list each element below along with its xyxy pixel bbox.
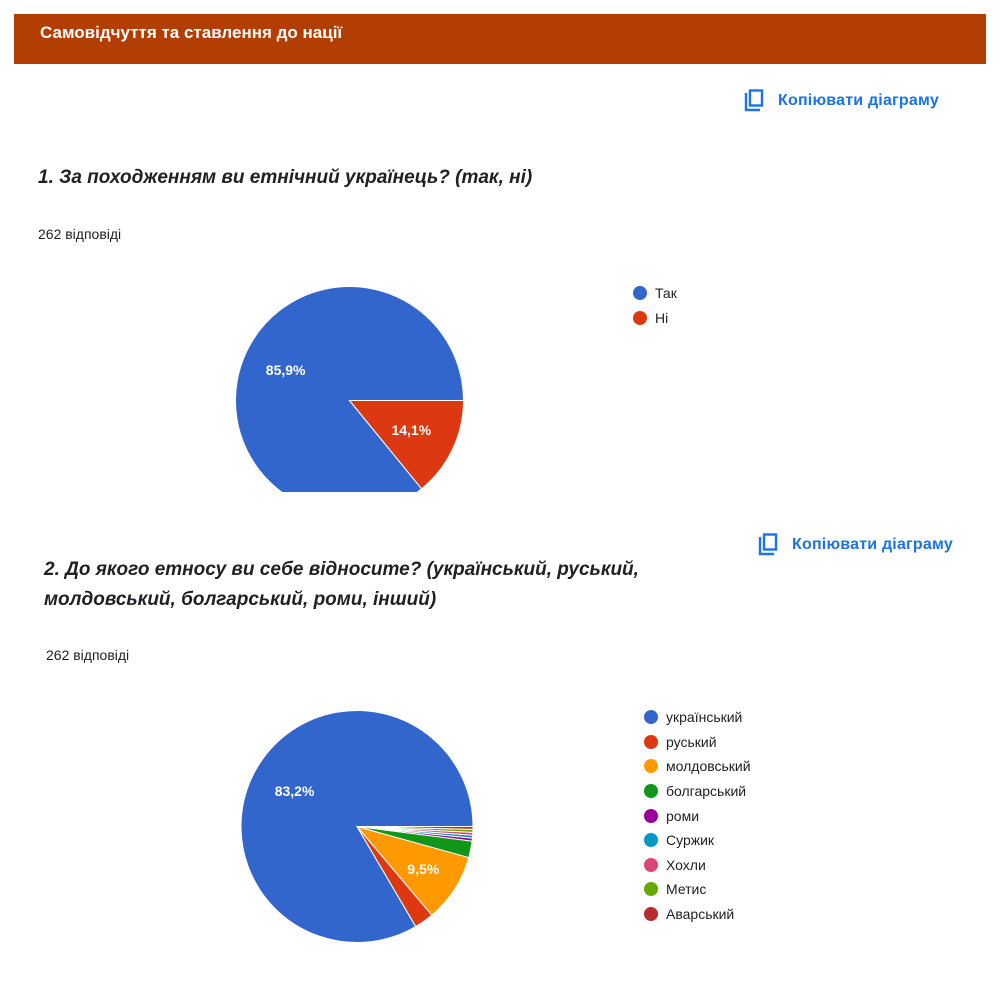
pie-chart <box>220 690 500 960</box>
legend-item <box>644 779 751 804</box>
copy-chart-button[interactable] <box>742 89 939 113</box>
legend-label: Так <box>655 285 677 302</box>
legend-item <box>644 705 751 730</box>
legend-label: Ні <box>655 309 669 326</box>
response-count: 262 відповіді <box>38 226 122 242</box>
legend-dot <box>644 710 658 724</box>
question-title: 1. За походженням ви етнічний українець? (так, ні) <box>38 167 533 188</box>
section-title: Самовідчуття та ставлення до нації <box>40 23 343 42</box>
legend-item <box>644 803 751 828</box>
legend-dot <box>633 286 647 300</box>
legend-dot <box>644 858 658 872</box>
copy-icon <box>756 533 780 557</box>
legend-dot <box>644 833 658 847</box>
legend-item <box>644 754 751 779</box>
legend-label: Хохли <box>666 856 706 873</box>
legend-item <box>644 902 751 927</box>
legend-item <box>633 281 677 306</box>
question-title <box>44 555 639 615</box>
legend-label: Суржик <box>666 832 715 849</box>
legend-dot <box>644 784 658 798</box>
response-count: 262 відповіді <box>46 647 130 663</box>
legend-label: Метис <box>666 881 707 898</box>
slice-label: 14,1% <box>391 421 432 438</box>
chart-legend <box>644 705 751 926</box>
legend-label: болгарський <box>666 783 747 800</box>
question-title-line: молдовський, болгарський, роми, інший) <box>44 589 437 610</box>
copy-icon <box>742 89 766 113</box>
legend-dot <box>644 882 658 896</box>
legend-item <box>644 853 751 878</box>
copy-chart-label: Копіювати діаграму <box>778 92 939 109</box>
legend-dot <box>644 759 658 773</box>
legend-dot <box>644 907 658 921</box>
legend-item <box>633 306 677 331</box>
section-header <box>14 14 986 64</box>
legend-item <box>644 730 751 755</box>
copy-chart-label: Копіювати діаграму <box>792 536 953 553</box>
chart-legend <box>633 281 677 330</box>
copy-chart-button[interactable] <box>756 533 953 557</box>
legend-dot <box>644 809 658 823</box>
legend-label: роми <box>666 807 700 824</box>
legend-item <box>644 828 751 853</box>
legend-dot <box>633 311 647 325</box>
slice-label: 83,2% <box>274 782 315 799</box>
legend-label: молдовський <box>666 758 751 775</box>
slice-label: 9,5% <box>407 861 440 878</box>
legend-item <box>644 877 751 902</box>
pie-chart <box>200 270 500 492</box>
legend-label: Аварський <box>666 906 735 923</box>
question-title-line: 2. До якого етносу ви себе відносите? (український, руський, <box>44 559 639 580</box>
slice-label: 85,9% <box>265 362 306 379</box>
legend-label: руський <box>666 733 717 750</box>
legend-dot <box>644 735 658 749</box>
legend-label: український <box>666 709 743 726</box>
